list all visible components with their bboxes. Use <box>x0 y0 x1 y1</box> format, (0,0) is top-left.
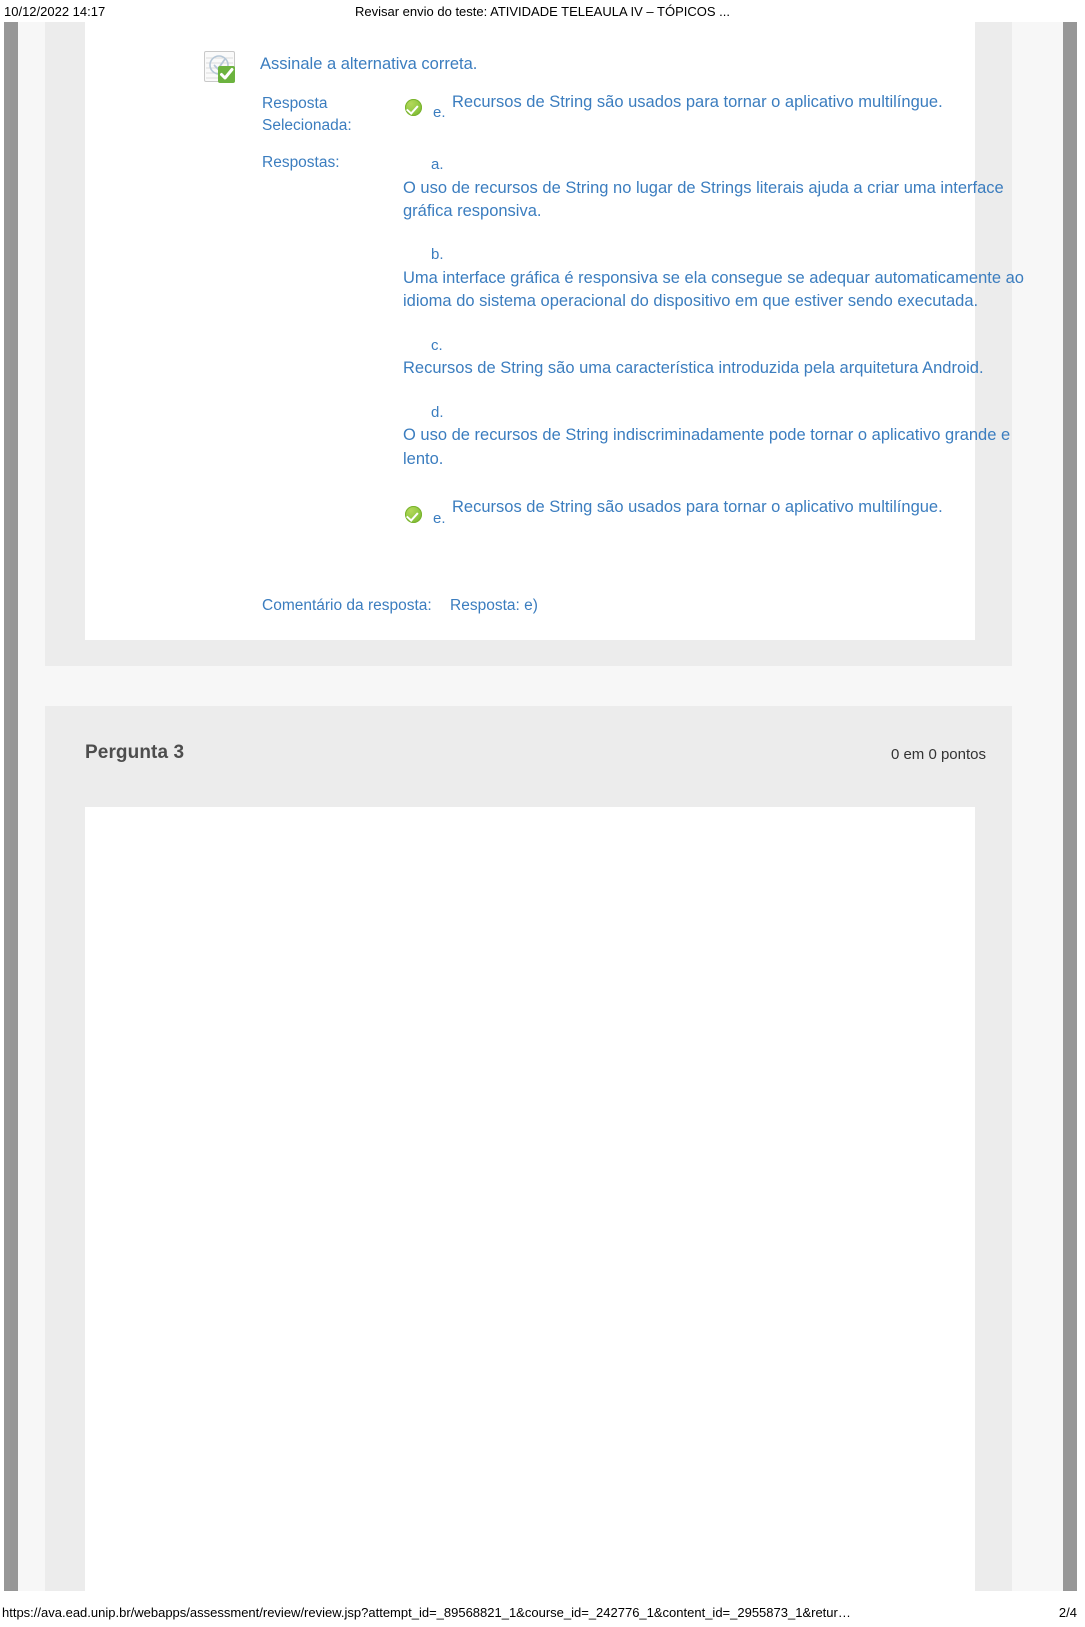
print-footer-url: https://ava.ead.unip.br/webapps/assessment/review/review.jsp?attempt_id=_89568821_1&course_id=_242776_1&content_id=_2955873_1&retur… <box>2 1605 851 1620</box>
answer-option-b <box>403 244 1028 313</box>
question-answer-panel-2 <box>85 22 1024 640</box>
page-gutter-left <box>18 22 45 1591</box>
answer-option-a <box>403 154 1028 223</box>
answer-feedback-text: Resposta: e) <box>450 597 538 614</box>
print-header <box>0 0 1085 22</box>
print-header-document-title: Revisar envio do teste: ATIVIDADE TELEAULA IV – TÓPICOS ... <box>355 4 730 19</box>
answer-option-d <box>403 402 1028 471</box>
answer-option-c-letter: c. <box>431 336 443 354</box>
scrollbar-rail-right[interactable] <box>1063 22 1077 1591</box>
answer-option-b-text: Uma interface gráfica é responsiva se ela consegue se adequar automaticamente ao idioma do sistema operacional do dispositivo em que estiver sendo executada. <box>403 268 1024 311</box>
answer-option-e-letter: e. <box>433 509 446 527</box>
answer-option-e <box>403 497 1028 527</box>
answer-option-c <box>403 335 1028 381</box>
green-check-icon <box>405 506 422 524</box>
answer-option-c-text: Recursos de String são uma característica introduzida pela arquitetura Android. <box>403 359 984 378</box>
selected-answer-letter: e. <box>433 104 446 121</box>
answer-feedback-row <box>262 597 538 615</box>
answer-option-a-text: O uso de recursos de String no lugar de Strings literais ajuda a criar uma interface gráfica responsiva. <box>403 178 1004 220</box>
answer-option-e-text: Recursos de String são usados para tornar o aplicativo multilíngue. <box>452 497 943 516</box>
question-3-points: 0 em 0 pontos <box>890 746 986 763</box>
question-correct-icon <box>204 51 244 84</box>
print-footer-page-number: 2/4 <box>1058 1605 1077 1620</box>
page-viewport <box>0 22 1085 1591</box>
question-answer-panel-3 <box>85 807 975 1591</box>
print-footer <box>0 1591 1085 1627</box>
question-prompt-text: Assinale a alternativa correta. <box>260 55 478 73</box>
answer-options-list <box>403 154 1028 527</box>
answers-label: Respostas: <box>262 154 340 171</box>
print-header-datetime: 10/12/2022 14:17 <box>4 4 106 19</box>
answer-option-d-text: O uso de recursos de String indiscriminadamente pode tornar o aplicativo grande e lento. <box>403 426 1011 468</box>
selected-answer-text: Recursos de String são usados para tornar o aplicativo multilíngue. <box>452 93 943 111</box>
question-3-header <box>85 742 986 772</box>
question-card-3 <box>45 706 1012 1591</box>
answer-option-d-letter: d. <box>431 403 444 421</box>
question-3-title: Pergunta 3 <box>85 742 185 763</box>
selected-answer-label: Resposta Selecionada: <box>262 95 352 135</box>
answer-option-b-letter: b. <box>431 246 444 264</box>
answer-option-a-letter: a. <box>431 156 444 173</box>
question-card-2 <box>45 22 1024 666</box>
scrollbar-rail-left[interactable] <box>4 22 18 1591</box>
answer-feedback-label: Comentário da resposta: <box>262 597 432 614</box>
questions-container <box>45 22 1024 1591</box>
green-check-icon <box>405 99 422 117</box>
